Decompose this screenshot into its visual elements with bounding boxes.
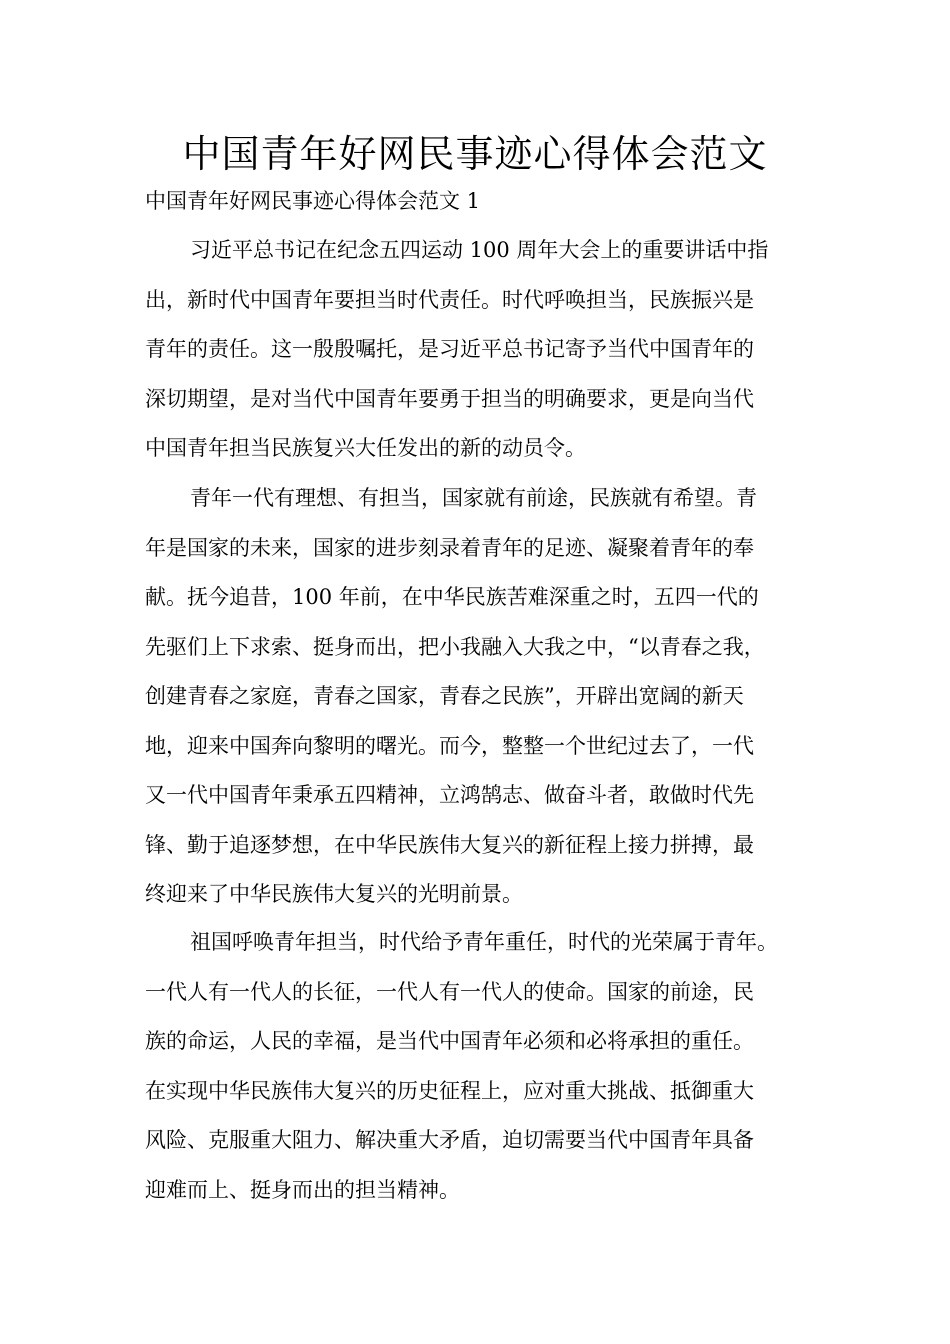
paragraph-2 [145,474,815,920]
paragraph-line: 祖国呼唤青年担当，时代给予青年重任，时代的光荣属于青年。 [190,930,778,954]
paragraph-line: 锋、勤于追逐梦想，在中华民族伟大复兴的新征程上接力拼搏，最 [145,832,754,857]
paragraph-line: 地，迎来中国奔向黎明的曙光。而今，整整一个世纪过去了，一代 [145,733,754,758]
paragraph-line: 终迎来了中华民族伟大复兴的光明前景。 [145,882,523,906]
document-title: 中国青年好网民事迹心得体会范文 [182,132,768,176]
paragraph-line: 一代人有一代人的长征，一代人有一代人的使命。国家的前途，民 [145,979,754,1004]
paragraph-line: 青年的责任。这一殷殷嘱托，是习近平总书记寄予当代中国青年的 [145,337,754,361]
paragraph-line: 又一代中国青年秉承五四精神，立鸿鹄志、做奋斗者，敢做时代先 [145,783,754,807]
paragraph-line: 青年一代有理想、有担当，国家就有前途，民族就有希望。青 [190,486,757,510]
paragraph-line: 献。抚今追昔，100 年前，在中华民族苦难深重之时，五四一代的 [145,585,759,609]
document-subtitle: 中国青年好网民事迹心得体会范文 1 [145,189,481,213]
paragraph-line: 年是国家的未来，国家的进步刻录着青年的足迹、凝聚着青年的奉 [145,535,754,560]
paragraph-line: 迎难而上、挺身而出的担当精神。 [145,1177,460,1202]
paragraph-line: 深切期望，是对当代中国青年要勇于担当的明确要求，更是向当代 [145,386,754,411]
paragraph-line: 中国青年担当民族复兴大任发出的新的动员令。 [145,436,586,460]
paragraph-line: 创建青春之家庭，青春之国家，青春之民族”，开辟出宽阔的新天 [145,684,744,708]
paragraph-line: 习近平总书记在纪念五四运动 100 周年大会上的重要讲话中指 [190,238,769,262]
paragraph-3 [145,918,815,1215]
paragraph-line: 风险、克服重大阻力、解决重大矛盾，迫切需要当代中国青年具备 [145,1128,754,1152]
paragraph-line: 先驱们上下求索、挺身而出，把小我融入大我之中，“以青春之我， [145,634,765,659]
paragraph-line: 在实现中华民族伟大复兴的历史征程上，应对重大挑战、抵御重大 [145,1078,754,1103]
paragraph-line: 族的命运，人民的幸福，是当代中国青年必须和必将承担的重任。 [145,1029,754,1053]
paragraph-line: 出，新时代中国青年要担当时代责任。时代呼唤担当，民族振兴是 [145,287,754,312]
paragraph-1 [145,226,815,474]
